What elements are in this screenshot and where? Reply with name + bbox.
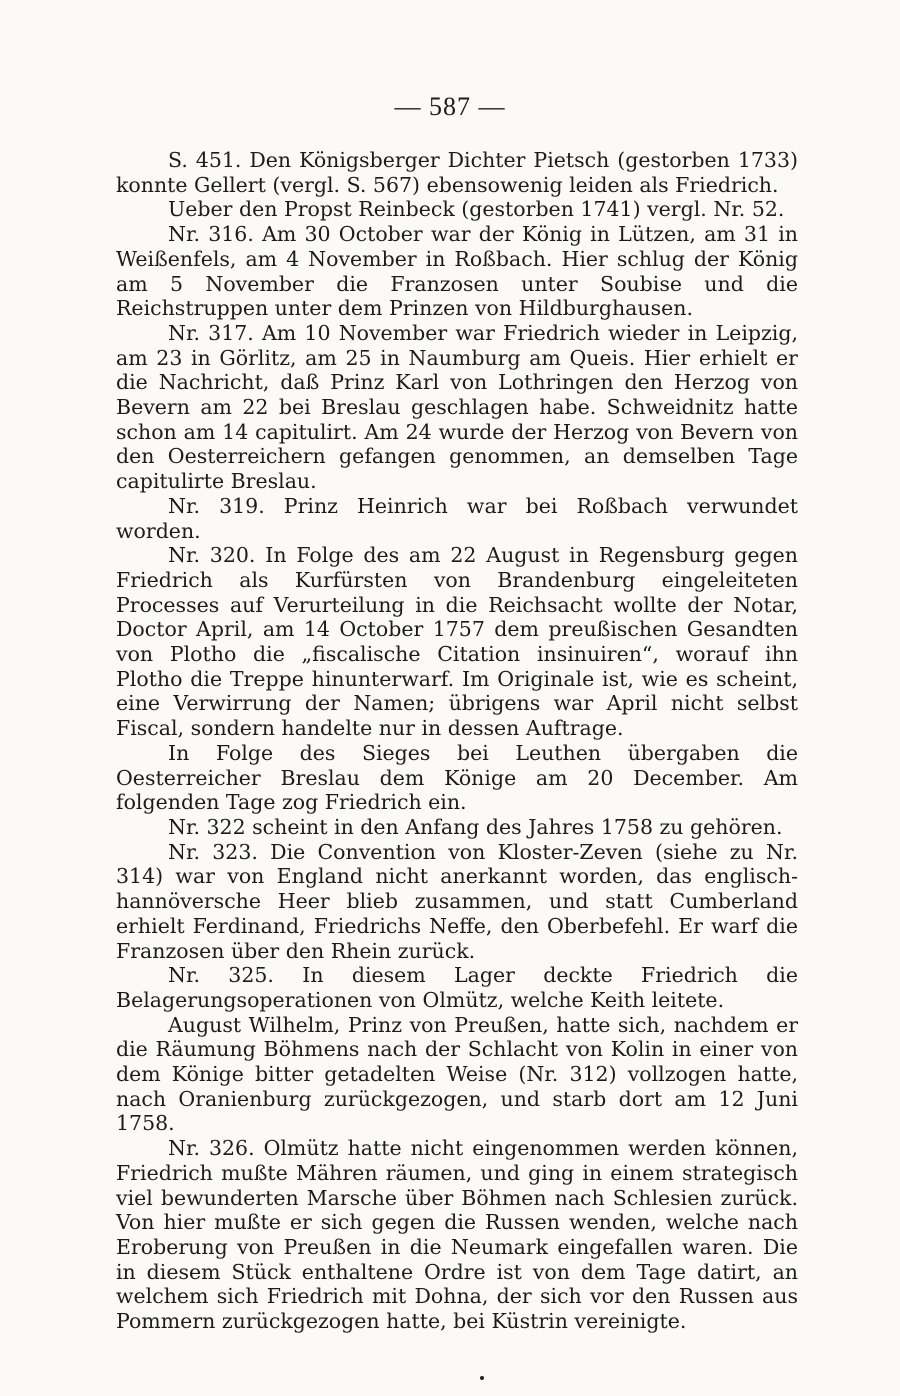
- paragraph-nr-320: Nr. 320. In Folge des am 22 August in Regensburg gegen Friedrich als Kurfürsten von Brandenburg eingeleiteten Processes auf Verurteilung in die Reichsacht wollte der Notar, Doctor April, am 14 October 1757 dem preußischen Gesandten von Plotho die „fiscalische Citation insinuiren“, worauf ihn Plotho die Treppe hinunterwarf. Im Originale ist, wie es scheint, eine Verwirrung der Namen; übrigens war April nicht selbst Fiscal, sondern handelte nur in dessen Auftrage.: [116, 543, 798, 741]
- page-number: — 587 —: [394, 92, 506, 121]
- paragraph-nr-323: Nr. 323. Die Convention von Kloster-Zeven (siehe zu Nr. 314) war von England nicht anerkannt worden, das englisch-hannöversche Heer blieb zusammen, und statt Cumberland erhielt Ferdinand, Friedrichs Neffe, den Oberbefehl. Er warf die Franzosen über den Rhein zurück.: [116, 839, 798, 963]
- paragraph-nr-316: Nr. 316. Am 30 October war der König in Lützen, am 31 in Weißenfels, am 4 November in Roßbach. Hier schlug der König am 5 November die Franzosen unter Soubise und die Reichstruppen unter dem Prinzen von Hildburghausen.: [116, 222, 798, 321]
- body-text: [116, 148, 798, 1334]
- paragraph-nr-319: Nr. 319. Prinz Heinrich war bei Roßbach verwundet worden.: [116, 493, 798, 543]
- paragraph-nr-317: Nr. 317. Am 10 November war Friedrich wieder in Leipzig, am 23 in Görlitz, am 25 in Naumburg am Queis. Hier erhielt er die Nachricht, daß Prinz Karl von Lothringen den Herzog von Bevern am 22 bei Breslau geschlagen habe. Schweidnitz hatte schon am 14 capitulirt. Am 24 wurde der Herzog von Bevern von den Oesterreichern gefangen genommen, an demselben Tage capitulirte Breslau.: [116, 320, 798, 494]
- paragraph-august-wilhelm: August Wilhelm, Prinz von Preußen, hatte sich, nachdem er die Räumung Böhmens nach der Schlacht von Kolin in einer von dem Könige bitter getadelten Weise (Nr. 312) vollzogen hatte, nach Oranienburg zurückgezogen, und starb dort am 12 Juni 1758.: [116, 1012, 798, 1136]
- paragraph-nr-326: Nr. 326. Olmütz hatte nicht eingenommen werden können, Friedrich mußte Mähren räumen, und ging in einem strategisch viel bewunderten Marsche über Böhmen nach Schlesien zurück. Von hier mußte er sich gegen die Russen wenden, welche nach Eroberung von Preußen in die Neumark eingefallen waren. Die in diesem Stück enthaltene Ordre ist von dem Tage datirt, an welchem sich Friedrich mit Dohna, der sich vor den Russen aus Pommern zurückgezogen hatte, bei Küstrin vereinigte.: [116, 1136, 798, 1334]
- print-speck: [480, 1376, 484, 1380]
- paragraph-nr-322: Nr. 322 scheint in den Anfang des Jahres 1758 zu gehören.: [168, 814, 783, 839]
- paragraph-leuthen: In Folge des Sieges bei Leuthen übergaben die Oesterreicher Breslau dem Könige am 20 December. Am folgenden Tage zog Friedrich ein.: [116, 740, 798, 815]
- paragraph-pietsch: S. 451. Den Königsberger Dichter Pietsch (gestorben 1733) konnte Gellert (vergl. S. 567) ebensowenig leiden als Friedrich.: [116, 148, 798, 197]
- paragraph-reinbeck: Ueber den Propst Reinbeck (gestorben 1741) vergl. Nr. 52.: [168, 197, 785, 222]
- paragraph-nr-325: Nr. 325. In diesem Lager deckte Friedrich die Belagerungsoperationen von Olmütz, welche Keith leitete.: [116, 963, 798, 1012]
